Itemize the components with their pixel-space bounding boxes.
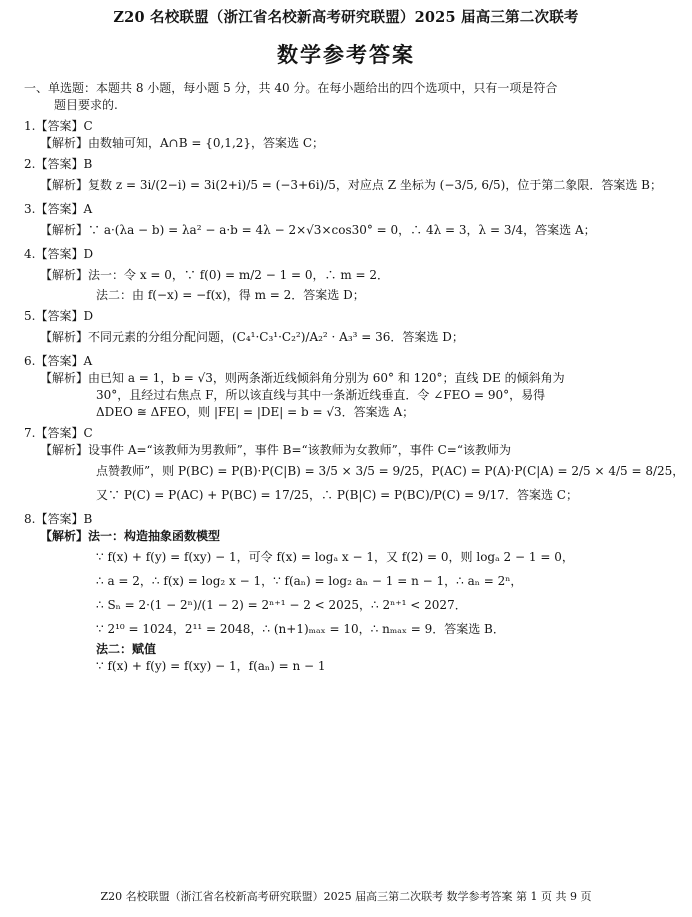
explanation-8-heading: 【解析】法一：构造抽象函数模型: [40, 529, 221, 543]
explanation-7-line-2: 点赞教师”，则 P(BC) = P(B)·P(C|B) = 3/5 × 3/5 = 9/25，P(AC) = P(A)·P(C|A) = 2/5 × 4/5 = 8/25，: [96, 464, 685, 478]
explanation-8-line-5: ∵ f(x) + f(y) = f(xy) − 1，f(aₙ) = n − 1: [96, 659, 326, 673]
explanation-4-method-2: 法二：由 f(−x) = −f(x)，得 m = 2．答案选 D；: [96, 288, 365, 302]
question-4: [24, 246, 668, 304]
explanation-4-method-1: 【解析】法一：令 x = 0，∵ f(0) = m/2 − 1 = 0，∴ m = 2．: [40, 268, 390, 282]
question-7: [24, 425, 685, 507]
explanation-2: 【解析】复数 z = 3i/(2−i) = 3i(2+i)/5 = (−3+6i)/5，对应点 Z 坐标为 (−3/5, 6/5)，位于第二象限．答案选 B；: [40, 178, 662, 192]
explanation-6-line-1: 【解析】由已知 a = 1，b = √3，则两条渐近线倾斜角分别为 60° 和 120°；直线 DE 的倾斜角为: [40, 371, 565, 385]
explanation-6-line-2: 30°，且经过右焦点 F，所以该直线与其中一条渐近线垂直．令 ∠FEO = 90°，易得: [96, 388, 546, 402]
question-8: [24, 511, 668, 675]
explanation-7-line-1: 【解析】设事件 A=“该教师为男教师”，事件 B=“该教师为女教师”，事件 C=“该教师为: [40, 443, 511, 457]
answer-1: 1.【答案】C: [24, 119, 93, 133]
answer-2: 2.【答案】B: [24, 157, 93, 171]
exam-header: Z20 名校联盟（浙江省名校新高考研究联盟）2025 届高三第二次联考: [113, 9, 579, 26]
explanation-8-line-4: ∵ 2¹⁰ = 1024，2¹¹ = 2048，∴ (n+1)ₘₐₓ = 10，∴ nₘₐₓ = 9．答案选 B．: [96, 622, 505, 636]
answer-3: 3.【答案】A: [24, 202, 93, 216]
explanation-6-line-3: ΔDEO ≅ ΔFEO，则 |FE| = |DE| = b = √3．答案选 A；: [96, 405, 415, 419]
explanation-8-line-1: ∵ f(x) + f(y) = f(xy) − 1，可令 f(x) = logₐ x − 1，又 f(2) = 0，则 logₐ 2 − 1 = 0，: [96, 550, 574, 564]
question-1: [24, 118, 668, 152]
explanation-7-line-3: 又∵ P(C) = P(AC) + P(BC) = 17/25，∴ P(B|C) = P(BC)/P(C) = 9/17．答案选 C；: [96, 488, 578, 502]
explanation-5: 【解析】不同元素的分组分配问题，(C₄¹·C₃¹·C₂²)/A₂² · A₃³ = 36．答案选 D；: [40, 330, 464, 344]
answer-7: 7.【答案】C: [24, 426, 93, 440]
answer-6: 6.【答案】A: [24, 354, 93, 368]
explanation-8-method-2-heading: 法二：赋值: [96, 642, 157, 656]
page-footer: Z20 名校联盟（浙江省名校新高考研究联盟）2025 届高三第二次联考 数学参考答案 第 1 页 共 9 页: [100, 890, 592, 903]
explanation-1: 【解析】由数轴可知，A∩B = {0,1,2}，答案选 C；: [40, 136, 325, 150]
answer-4: 4.【答案】D: [24, 247, 94, 261]
answer-5: 5.【答案】D: [24, 309, 94, 323]
explanation-8-line-2: ∴ a = 2，∴ f(x) = log₂ x − 1，∵ f(aₙ) = log₂ aₙ − 1 = n − 1，∴ aₙ = 2ⁿ，: [96, 574, 523, 588]
question-2: [24, 156, 668, 197]
answer-8: 8.【答案】B: [24, 512, 93, 526]
question-3: [24, 201, 668, 242]
explanation-3: 【解析】∵ a·(λa − b) = λa² − a·b = 4λ − 2×√3×cos30° = 0，∴ 4λ = 3，λ = 3/4，答案选 A；: [40, 223, 596, 237]
section-single-choice: [24, 80, 668, 114]
question-5: [24, 308, 668, 349]
explanation-8-line-3: ∴ Sₙ = 2·(1 − 2ⁿ)/(1 − 2) = 2ⁿ⁺¹ − 2 < 2025，∴ 2ⁿ⁺¹ < 2027．: [96, 598, 467, 612]
section-intro-line-2: 题目要求的.: [54, 98, 118, 112]
page-title: 数学参考答案: [277, 42, 415, 67]
section-intro-line-1: 一、单选题：本题共 8 小题，每小题 5 分，共 40 分。在每小题给出的四个选项中，只有一项是符合: [24, 81, 558, 95]
question-6: [24, 353, 668, 421]
